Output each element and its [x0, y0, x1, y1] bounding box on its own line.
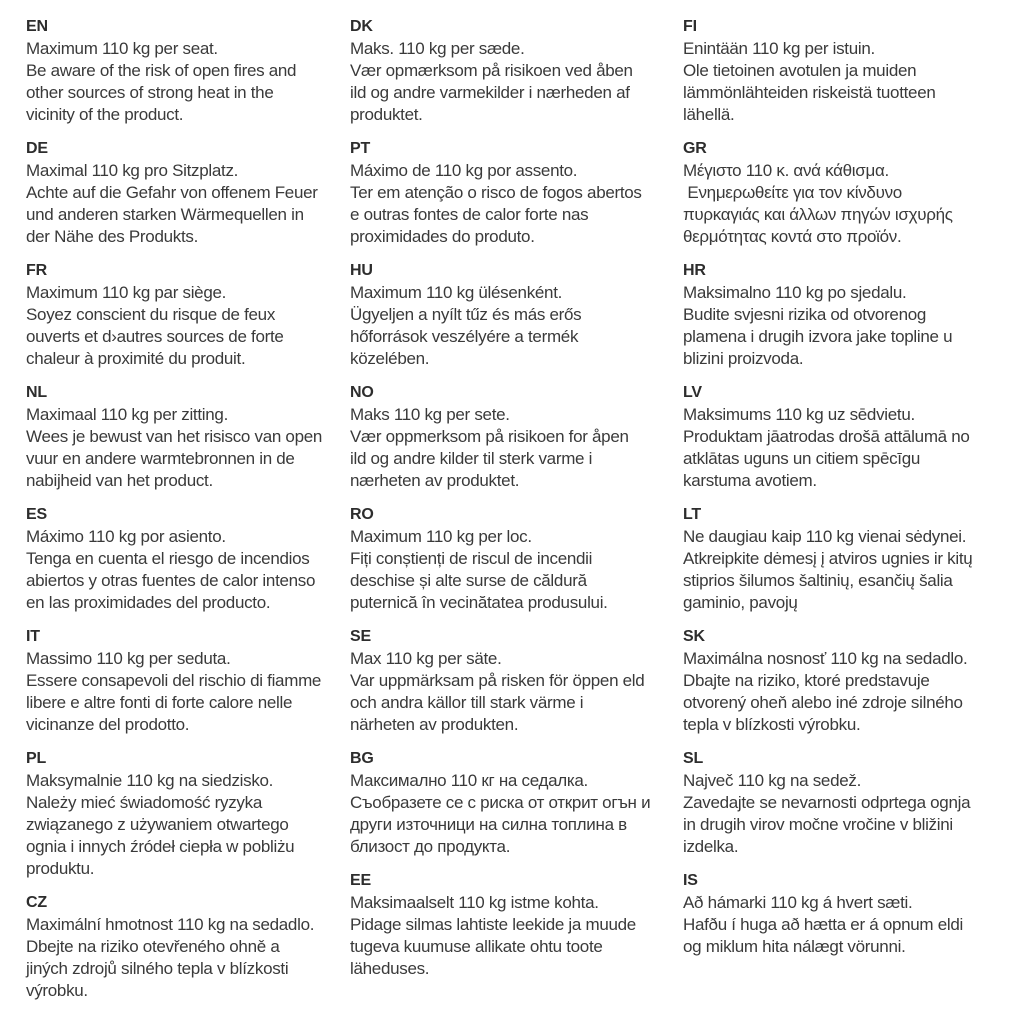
- warning-text-line: proximidades do produto.: [350, 227, 535, 246]
- warning-text-line: Budite svjesni rizika od otvorenog: [683, 305, 927, 324]
- warning-text-line: Maximum 110 kg ülésenként.: [350, 283, 563, 302]
- warning-text-line: gaminio, pavojų: [683, 593, 798, 612]
- warning-text-line: lähellä.: [683, 105, 735, 124]
- warning-text-line: Maximum 110 kg per loc.: [350, 527, 532, 546]
- warning-text-line: Največ 110 kg na sedež.: [683, 771, 862, 790]
- warning-text-line: vicinity of the product.: [26, 105, 184, 124]
- warning-text-line: Maximum 110 kg per seat.: [26, 39, 218, 58]
- warning-text-line: produktu.: [26, 859, 95, 878]
- warning-text-line: och andra källor till stark värme i: [350, 693, 584, 712]
- warning-text-line: Максимално 110 кг на седалка.: [350, 771, 588, 790]
- warning-text-line: tugeva kuumuse allikate ohtu toote: [350, 937, 603, 956]
- section-hu: [350, 260, 683, 370]
- warning-text-line: Maximaal 110 kg per zitting.: [26, 405, 228, 424]
- warning-text-line: Fiți conștienți de riscul de incendii: [350, 549, 593, 568]
- section-fr: [26, 260, 350, 370]
- section-ee: [350, 870, 683, 980]
- warning-text-line: близост до продукта.: [350, 837, 511, 856]
- warning-text-line: Wees je bewust van het risisco van open: [26, 427, 323, 446]
- language-column-2: [350, 16, 683, 992]
- language-code-heading-se: SE: [350, 628, 371, 645]
- warning-text-line: Be aware of the risk of open fires and: [26, 61, 297, 80]
- warning-text-line: nærheten av produktet.: [350, 471, 520, 490]
- warning-text-line: Soyez conscient du risque de feux: [26, 305, 276, 324]
- warning-text-line: Maksymalnie 110 kg na siedzisko.: [26, 771, 274, 790]
- warning-text-line: Achte auf die Gefahr von offenem Feuer: [26, 183, 318, 202]
- warning-text-line: Zavedajte se nevarnosti odprtega ognja: [683, 793, 971, 812]
- warning-text-line: ild og andre kilder til sterk varme i: [350, 449, 593, 468]
- language-column-3: [683, 16, 1014, 970]
- warning-text-line: jiných zdrojů silného tepla v blízkosti: [26, 959, 289, 978]
- section-is: [683, 870, 1014, 958]
- warning-text-line: stiprios šilumos šaltinių, esančių šalia: [683, 571, 953, 590]
- warning-text-line: Massimo 110 kg per seduta.: [26, 649, 231, 668]
- warning-text-line: og miklum hita nálægt vörunni.: [683, 937, 906, 956]
- section-se: [350, 626, 683, 736]
- warning-text-line: en las proximidades del producto.: [26, 593, 271, 612]
- warning-text-line: lämmönlähteiden riskeistä tuotteen: [683, 83, 936, 102]
- warning-text-line: Maks. 110 kg per sæde.: [350, 39, 525, 58]
- warning-text-line: karstuma avotiem.: [683, 471, 817, 490]
- warning-text-line: Var uppmärksam på risken för öppen eld: [350, 671, 645, 690]
- language-code-heading-gr: GR: [683, 140, 707, 157]
- warning-text-line: abiertos y otras fuentes de calor intenso: [26, 571, 316, 590]
- language-code-heading-ro: RO: [350, 506, 374, 523]
- language-code-heading-is: IS: [683, 872, 698, 889]
- language-code-heading-hu: HU: [350, 262, 373, 279]
- warning-text-line: nabijheid van het product.: [26, 471, 213, 490]
- section-sk: [683, 626, 1014, 736]
- warning-text-line: közelében.: [350, 349, 430, 368]
- warning-text-line: Maximální hmotnost 110 kg na sedadlo.: [26, 915, 315, 934]
- section-lt: [683, 504, 1014, 614]
- section-en: [26, 16, 350, 126]
- warning-text-line: izdelka.: [683, 837, 739, 856]
- warning-text-line: in drugih virov močne vročine v bližini: [683, 815, 953, 834]
- warning-text-line: Dbajte na riziko, ktoré predstavuje: [683, 671, 930, 690]
- language-code-heading-es: ES: [26, 506, 47, 523]
- language-code-heading-bg: BG: [350, 750, 374, 767]
- language-code-heading-no: NO: [350, 384, 374, 401]
- warning-text-line: hőforrások veszélyére a termék: [350, 327, 579, 346]
- warning-text-line: Maximum 110 kg par siège.: [26, 283, 227, 302]
- warning-text-line: chaleur à proximité du produit.: [26, 349, 246, 368]
- warning-text-line: Maks 110 kg per sete.: [350, 405, 510, 424]
- language-code-heading-lt: LT: [683, 506, 701, 523]
- warning-text-line: Tenga en cuenta el riesgo de incendios: [26, 549, 310, 568]
- language-code-heading-sk: SK: [683, 628, 705, 645]
- warning-text-line: Max 110 kg per säte.: [350, 649, 502, 668]
- warning-text-line: Atkreipkite dėmesį į atviros ugnies ir kitų: [683, 549, 973, 568]
- language-code-heading-it: IT: [26, 628, 40, 645]
- section-it: [26, 626, 350, 736]
- section-cz: [26, 892, 350, 1002]
- warning-text-line: Vær opmærksom på risikoen ved åben: [350, 61, 633, 80]
- warning-text-line: други източници на силна топлина в: [350, 815, 627, 834]
- warning-text-line: libere e altre fonti di forte calore nelle: [26, 693, 293, 712]
- warning-text-line: Należy mieć świadomość ryzyka: [26, 793, 262, 812]
- section-pt: [350, 138, 683, 248]
- warning-text-line: und anderen starken Wärmequellen in: [26, 205, 304, 224]
- warning-text-line: Máximo 110 kg por asiento.: [26, 527, 226, 546]
- section-sl: [683, 748, 1014, 858]
- warning-text-line: Ole tietoinen avotulen ja muiden: [683, 61, 917, 80]
- section-bg: [350, 748, 683, 858]
- warning-text-line: výrobku.: [26, 981, 88, 1000]
- warning-text-line: Essere consapevoli del rischio di fiamme: [26, 671, 322, 690]
- section-ro: [350, 504, 683, 614]
- language-code-heading-en: EN: [26, 18, 48, 35]
- section-dk: [350, 16, 683, 126]
- warning-text-line: other sources of strong heat in the: [26, 83, 274, 102]
- warning-text-line: Maximal 110 kg pro Sitzplatz.: [26, 161, 239, 180]
- warning-text-line: der Nähe des Produkts.: [26, 227, 198, 246]
- warning-text-line: atklātas uguns un citiem spēcīgu: [683, 449, 921, 468]
- warning-text-line: vuur en andere warmtebronnen in de: [26, 449, 295, 468]
- section-hr: [683, 260, 1014, 370]
- warning-text-line: Ügyeljen a nyílt tűz és más erős: [350, 305, 582, 324]
- section-lv: [683, 382, 1014, 492]
- warning-text-line: Съобразете се с риска от открит огън и: [350, 793, 651, 812]
- warning-text-line: Produktam jāatrodas drošā attālumā no: [683, 427, 970, 446]
- section-gr: [683, 138, 1014, 248]
- language-column-1: [26, 16, 350, 1014]
- warning-text-line: tepla v blízkosti výrobku.: [683, 715, 861, 734]
- warning-text-line: Ter em atenção o risco de fogos abertos: [350, 183, 642, 202]
- warning-text-line: Máximo de 110 kg por assento.: [350, 161, 578, 180]
- section-fi: [683, 16, 1014, 126]
- warning-text-line: πυρκαγιάς και άλλων πηγών ισχυρής: [683, 205, 953, 224]
- warning-text-line: Að hámarki 110 kg á hvert sæti.: [683, 893, 913, 912]
- language-code-heading-ee: EE: [350, 872, 371, 889]
- language-code-heading-nl: NL: [26, 384, 47, 401]
- language-code-heading-pt: PT: [350, 140, 371, 157]
- warning-text-line: Μέγιστο 110 κ. ανά κάθισμα.: [683, 161, 889, 180]
- warning-text-line: Dbejte na riziko otevřeného ohně a: [26, 937, 280, 956]
- language-code-heading-fr: FR: [26, 262, 47, 279]
- language-code-heading-cz: CZ: [26, 894, 47, 911]
- warning-text-line: närheten av produkten.: [350, 715, 519, 734]
- language-code-heading-hr: HR: [683, 262, 706, 279]
- section-nl: [26, 382, 350, 492]
- language-code-heading-de: DE: [26, 140, 48, 157]
- language-code-heading-pl: PL: [26, 750, 47, 767]
- warning-text-line: plamena i drugih izvora jake topline u: [683, 327, 953, 346]
- warning-text-line: vicinanze del prodotto.: [26, 715, 190, 734]
- warning-text-line: Maximálna nosnosť 110 kg na sedadlo.: [683, 649, 968, 668]
- warning-text-line: läheduses.: [350, 959, 430, 978]
- warning-text-line: e outras fontes de calor forte nas: [350, 205, 589, 224]
- warning-text-line: Enintään 110 kg per istuin.: [683, 39, 875, 58]
- warning-text-line: Ενημερωθείτε για τον κίνδυνο: [683, 183, 902, 202]
- warning-text-line: Maksimums 110 kg uz sēdvietu.: [683, 405, 915, 424]
- warning-text-line: ild og andre varmekilder i nærheden af: [350, 83, 630, 102]
- warning-text-line: produktet.: [350, 105, 423, 124]
- warning-text-line: blizini proizvoda.: [683, 349, 804, 368]
- section-no: [350, 382, 683, 492]
- language-code-heading-dk: DK: [350, 18, 373, 35]
- warning-text-line: Vær oppmerksom på risikoen for åpen: [350, 427, 629, 446]
- language-code-heading-sl: SL: [683, 750, 704, 767]
- warning-text-line: Maksimalno 110 kg po sjedalu.: [683, 283, 907, 302]
- section-es: [26, 504, 350, 614]
- warning-text-line: ognia i innych źródeł ciepła w pobliżu: [26, 837, 295, 856]
- warning-text-line: otvorený oheň alebo iné zdroje silného: [683, 693, 963, 712]
- language-code-heading-lv: LV: [683, 384, 702, 401]
- warning-text-line: θερμότητας κοντά στο προϊόν.: [683, 227, 902, 246]
- warning-text-line: Ne daugiau kaip 110 kg vienai sėdynei.: [683, 527, 967, 546]
- language-code-heading-fi: FI: [683, 18, 697, 35]
- warning-text-line: Hafðu í huga að hætta er á opnum eldi: [683, 915, 963, 934]
- section-pl: [26, 748, 350, 880]
- warning-text-line: Maksimaalselt 110 kg istme kohta.: [350, 893, 599, 912]
- warning-text-line: deschise și alte surse de căldură: [350, 571, 587, 590]
- warning-text-line: związanego z używaniem otwartego: [26, 815, 289, 834]
- section-de: [26, 138, 350, 248]
- warning-text-line: puternică în vecinătatea produsului.: [350, 593, 608, 612]
- warning-text-line: ouverts et d›autres sources de forte: [26, 327, 284, 346]
- warning-text-line: Pidage silmas lahtiste leekide ja muude: [350, 915, 636, 934]
